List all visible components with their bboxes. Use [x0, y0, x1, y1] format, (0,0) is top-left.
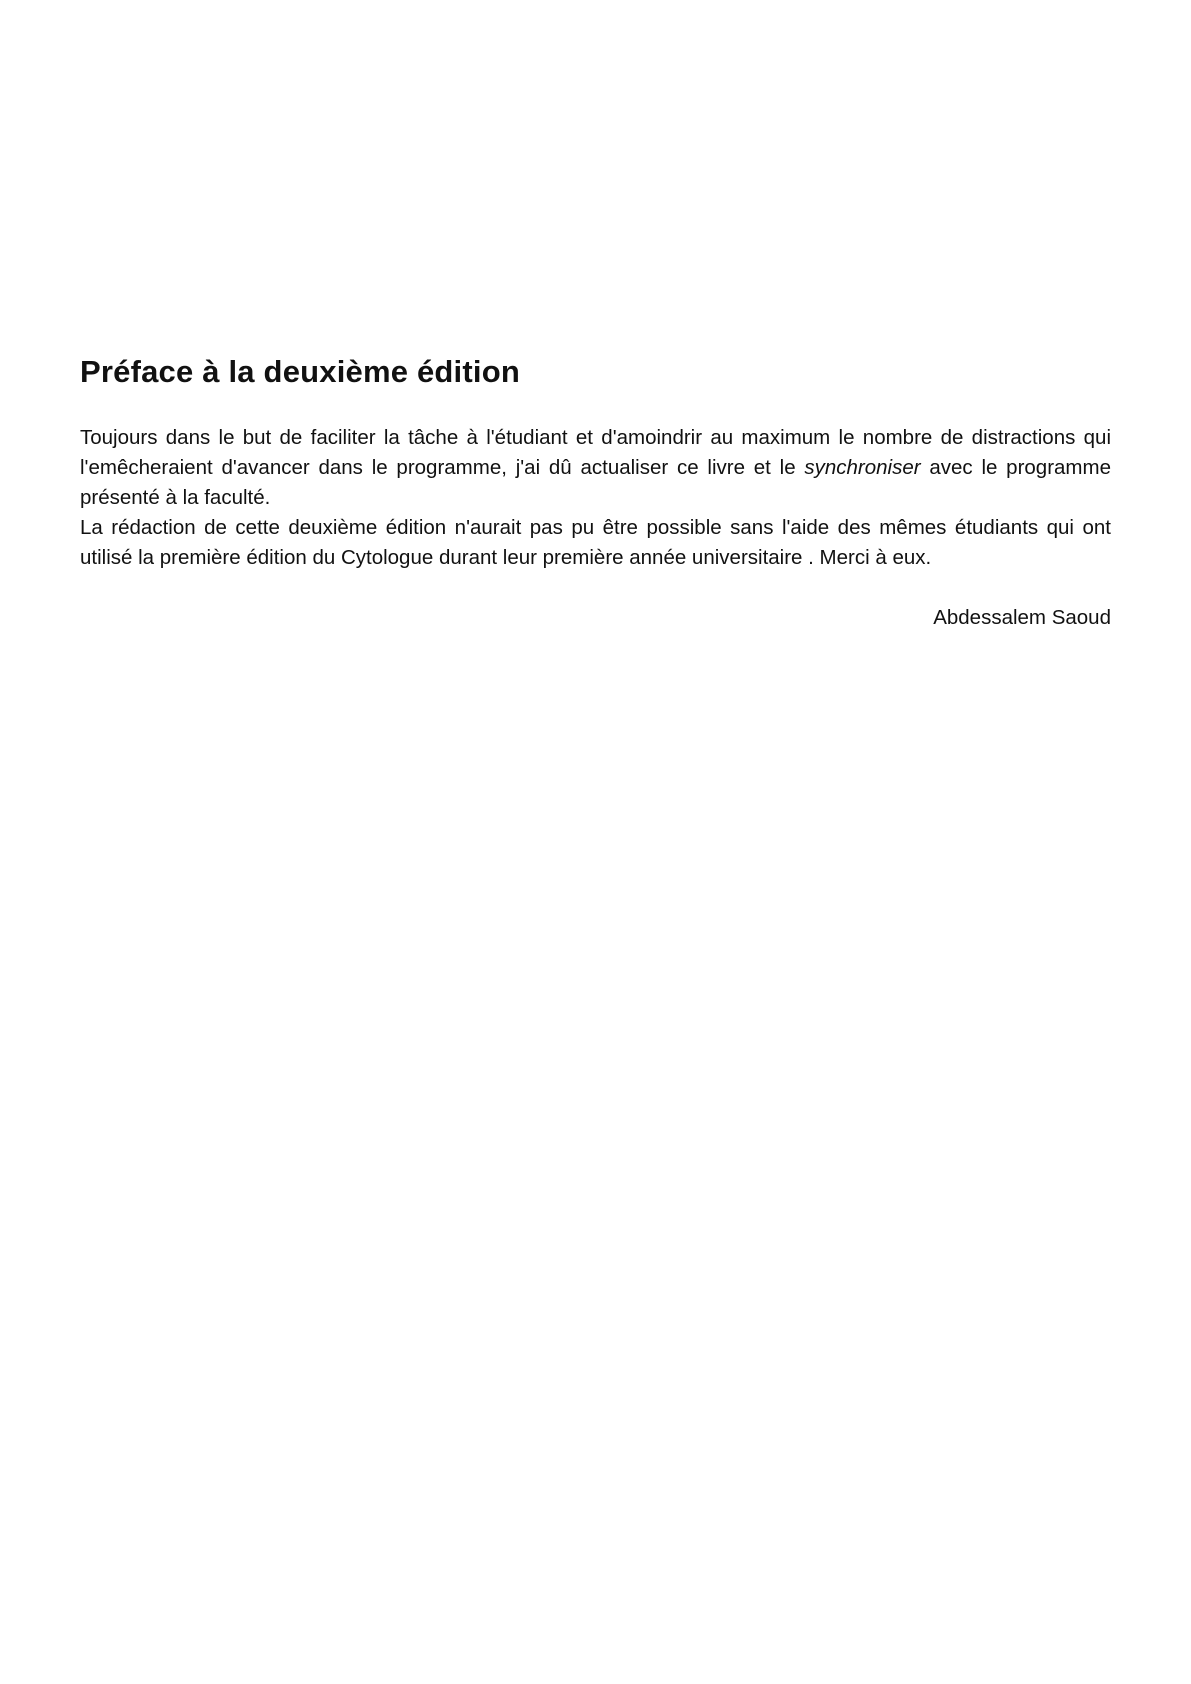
preface-body — [80, 423, 1111, 573]
preface-section — [80, 352, 1111, 633]
paragraph-2: La rédaction de cette deuxième édition n'aurait pas pu être possible sans l'aide des mêmes étudiants qui ont utilisé la première édition du Cytologue durant leur première année universitaire . Merci à eux. — [80, 516, 1111, 569]
page-title: Préface à la deuxième édition — [80, 354, 520, 389]
paragraph-1-emphasis: synchroniser — [804, 456, 921, 479]
author-signature: Abdessalem Saoud — [933, 606, 1111, 629]
paragraph-1 — [80, 423, 1111, 513]
paragraph-1-text-end: avec le programme présenté à la faculté. — [80, 456, 1111, 509]
paragraph-1-text-start: Toujours dans le but de faciliter la tâche à l'étudiant et d'amoindrir au maximum le nombre de distractions qui l'emêcheraient d'avancer dans le programme, j'ai dû actualiser ce livre et le — [80, 426, 1111, 479]
